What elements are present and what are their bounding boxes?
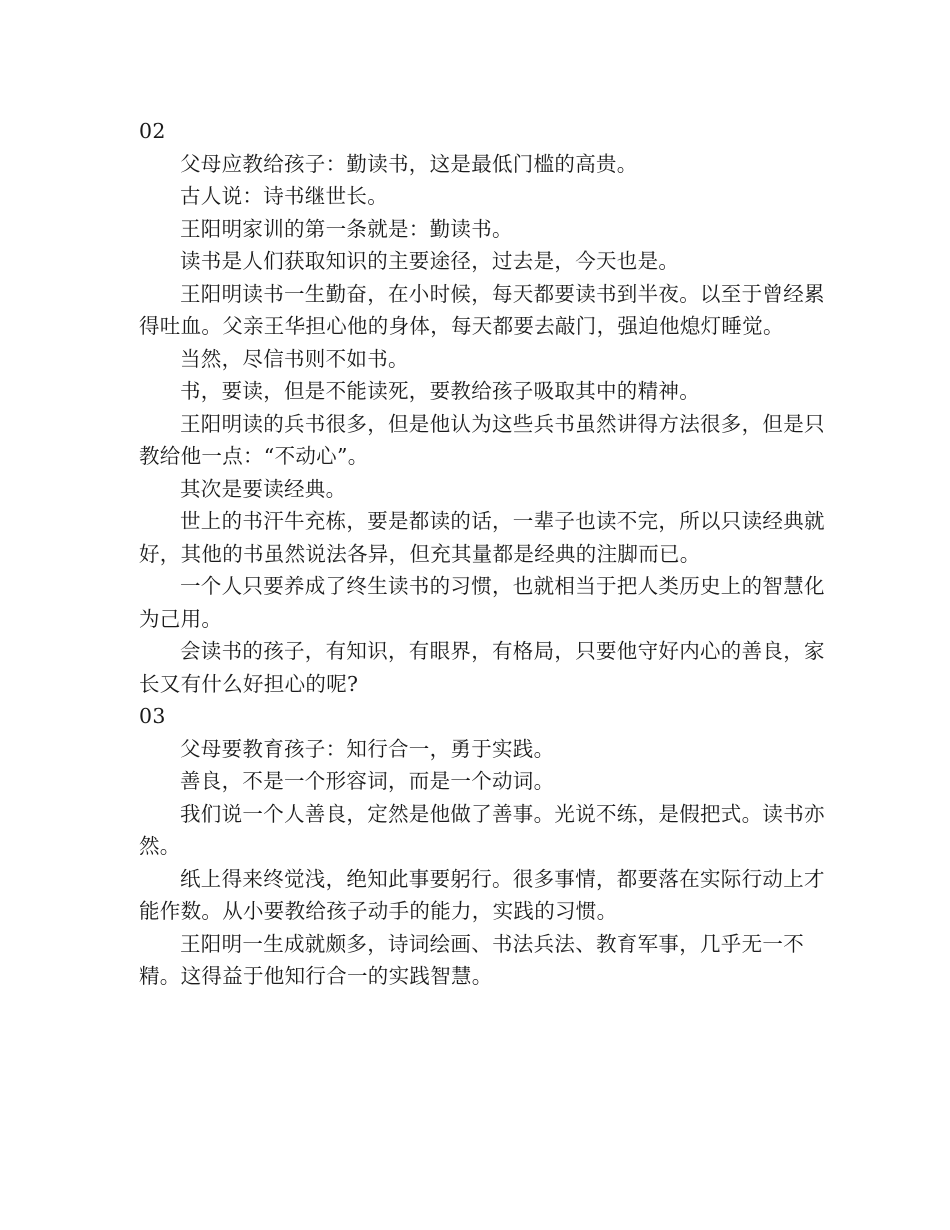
paragraph: 王阳明家训的第一条就是：勤读书。 bbox=[180, 216, 513, 241]
paragraph: 古人说：诗书继世长。 bbox=[180, 184, 388, 208]
paragraph: 纸上得来终觉浅，绝知此事要躬行。很多事情，都要落在实际行动上才能作数。从小要教给孩子动手的能力，实践的习惯。 bbox=[139, 866, 825, 923]
section-number-02: 02 bbox=[139, 119, 166, 143]
paragraph: 会读书的孩子，有知识，有眼界，有格局，只要他守好内心的善良，家长又有什么好担心的呢? bbox=[139, 639, 825, 696]
paragraph: 当然，尽信书则不如书。 bbox=[180, 346, 409, 371]
paragraph: 一个人只要养成了终生读书的习惯，也就相当于把人类历史上的智慧化为己用。 bbox=[139, 574, 825, 631]
document-body bbox=[139, 115, 831, 993]
section-number-03: 03 bbox=[139, 704, 166, 728]
paragraph: 父母应教给孩子：勤读书，这是最低门槛的高贵。 bbox=[180, 151, 638, 176]
paragraph: 王阳明读书一生勤奋，在小时候，每天都要读书到半夜。以至于曾经累得吐血。父亲王华担心他的身体，每天都要去敲门，强迫他熄灯睡觉。 bbox=[139, 281, 825, 338]
paragraph: 善良，不是一个形容词，而是一个动词。 bbox=[180, 769, 555, 793]
paragraph: 读书是人们获取知识的主要途径，过去是，今天也是。 bbox=[180, 249, 680, 273]
paragraph: 王阳明读的兵书很多，但是他认为这些兵书虽然讲得方法很多，但是只教给他一点：“不动心”。 bbox=[139, 411, 825, 468]
paragraph: 世上的书汗牛充栋，要是都读的话，一辈子也读不完，所以只读经典就好，其他的书虽然说法各异，但充其量都是经典的注脚而已。 bbox=[139, 509, 825, 566]
paragraph: 其次是要读经典。 bbox=[180, 476, 347, 501]
paragraph: 我们说一个人善良，定然是他做了善事。光说不练，是假把式。读书亦然。 bbox=[139, 801, 825, 858]
paragraph: 父母要教育孩子：知行合一，勇于实践。 bbox=[180, 736, 555, 761]
paragraph: 书，要读，但是不能读死，要教给孩子吸取其中的精神。 bbox=[180, 379, 700, 403]
paragraph: 王阳明一生成就颇多，诗词绘画、书法兵法、教育军事，几乎无一不精。这得益于他知行合一的实践智慧。 bbox=[139, 931, 804, 988]
